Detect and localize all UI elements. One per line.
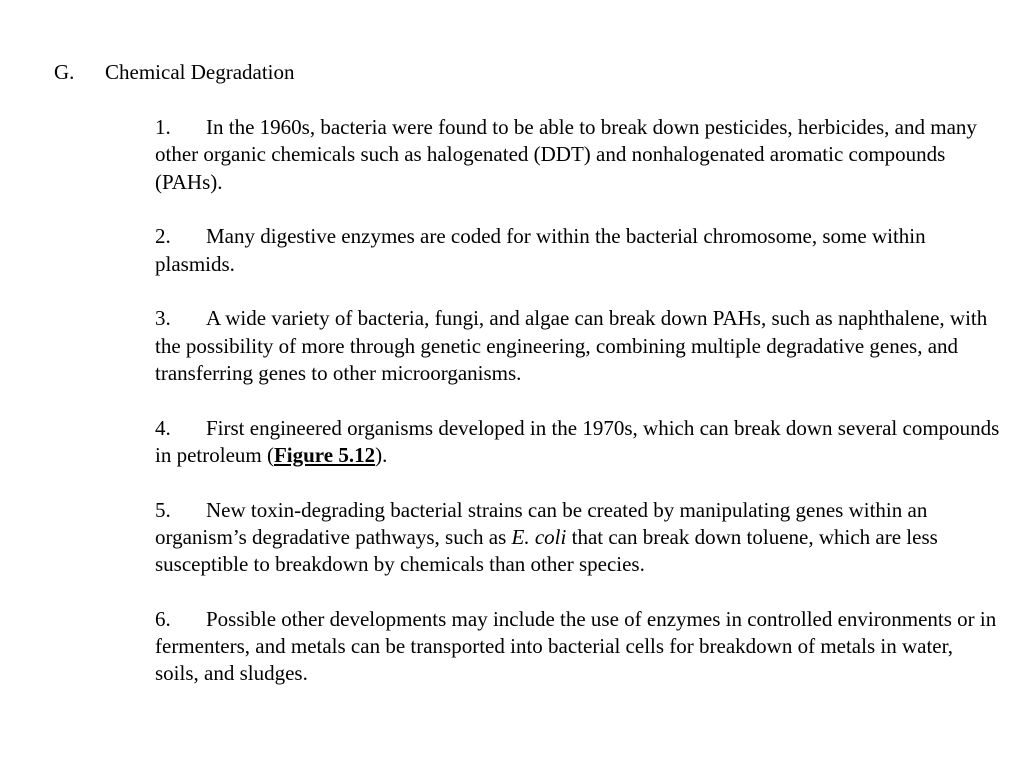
list-item-6 xyxy=(155,606,1000,688)
item-list xyxy=(155,114,1015,715)
item-text: Many digestive enzymes are coded for within the bacterial chromosome, some within plasmids. xyxy=(155,224,926,276)
item-text: Possible other developments may include the use of enzymes in controlled environments or in fermenters, and metals can be transported into bacterial cells for breakdown of metals in water, soils, and sludges. xyxy=(155,606,997,686)
item-number: 3. xyxy=(155,306,171,331)
item-number: 1. xyxy=(155,115,171,139)
item-text-after: that can break down toluene, which are less susceptible to breakdown by chemicals than other species. xyxy=(155,524,938,577)
list-item-5 xyxy=(155,497,1000,579)
item-number: 6. xyxy=(155,606,171,631)
section-letter: G. xyxy=(54,60,75,84)
item-text-before: New toxin-degrading bacterial strains can be created by manipulating genes within an organism’s degradative pathways, such as xyxy=(155,497,928,549)
item-number: 4. xyxy=(155,415,171,440)
list-item-1 xyxy=(155,114,1000,196)
section-title: Chemical Degradation xyxy=(105,60,295,84)
item-number: 2. xyxy=(155,224,171,249)
list-item-4 xyxy=(155,415,1000,470)
item-text: A wide variety of bacteria, fungi, and algae can break down PAHs, such as naphthalene, with the possibility of more through genetic engineering, combining multiple degradative genes, and transferring genes to other microorganisms. xyxy=(155,306,988,385)
item-number: 5. xyxy=(155,497,171,522)
item-text: In the 1960s, bacteria were found to be able to break down pesticides, herbicides, and many other organic chemicals such as halogenated (DDT) and nonhalogenated aromatic compounds (PAHs). xyxy=(155,115,977,194)
list-item-2 xyxy=(155,223,1000,278)
item-text-after: ). xyxy=(375,442,388,467)
section-heading xyxy=(54,59,295,86)
figure-link[interactable]: Figure 5.12 xyxy=(273,442,376,467)
organism-name: E. coli xyxy=(511,524,567,549)
item-text-before: First engineered organisms developed in the 1970s, which can break down several compounds in petroleum ( xyxy=(155,415,1000,467)
list-item-3 xyxy=(155,305,1000,387)
